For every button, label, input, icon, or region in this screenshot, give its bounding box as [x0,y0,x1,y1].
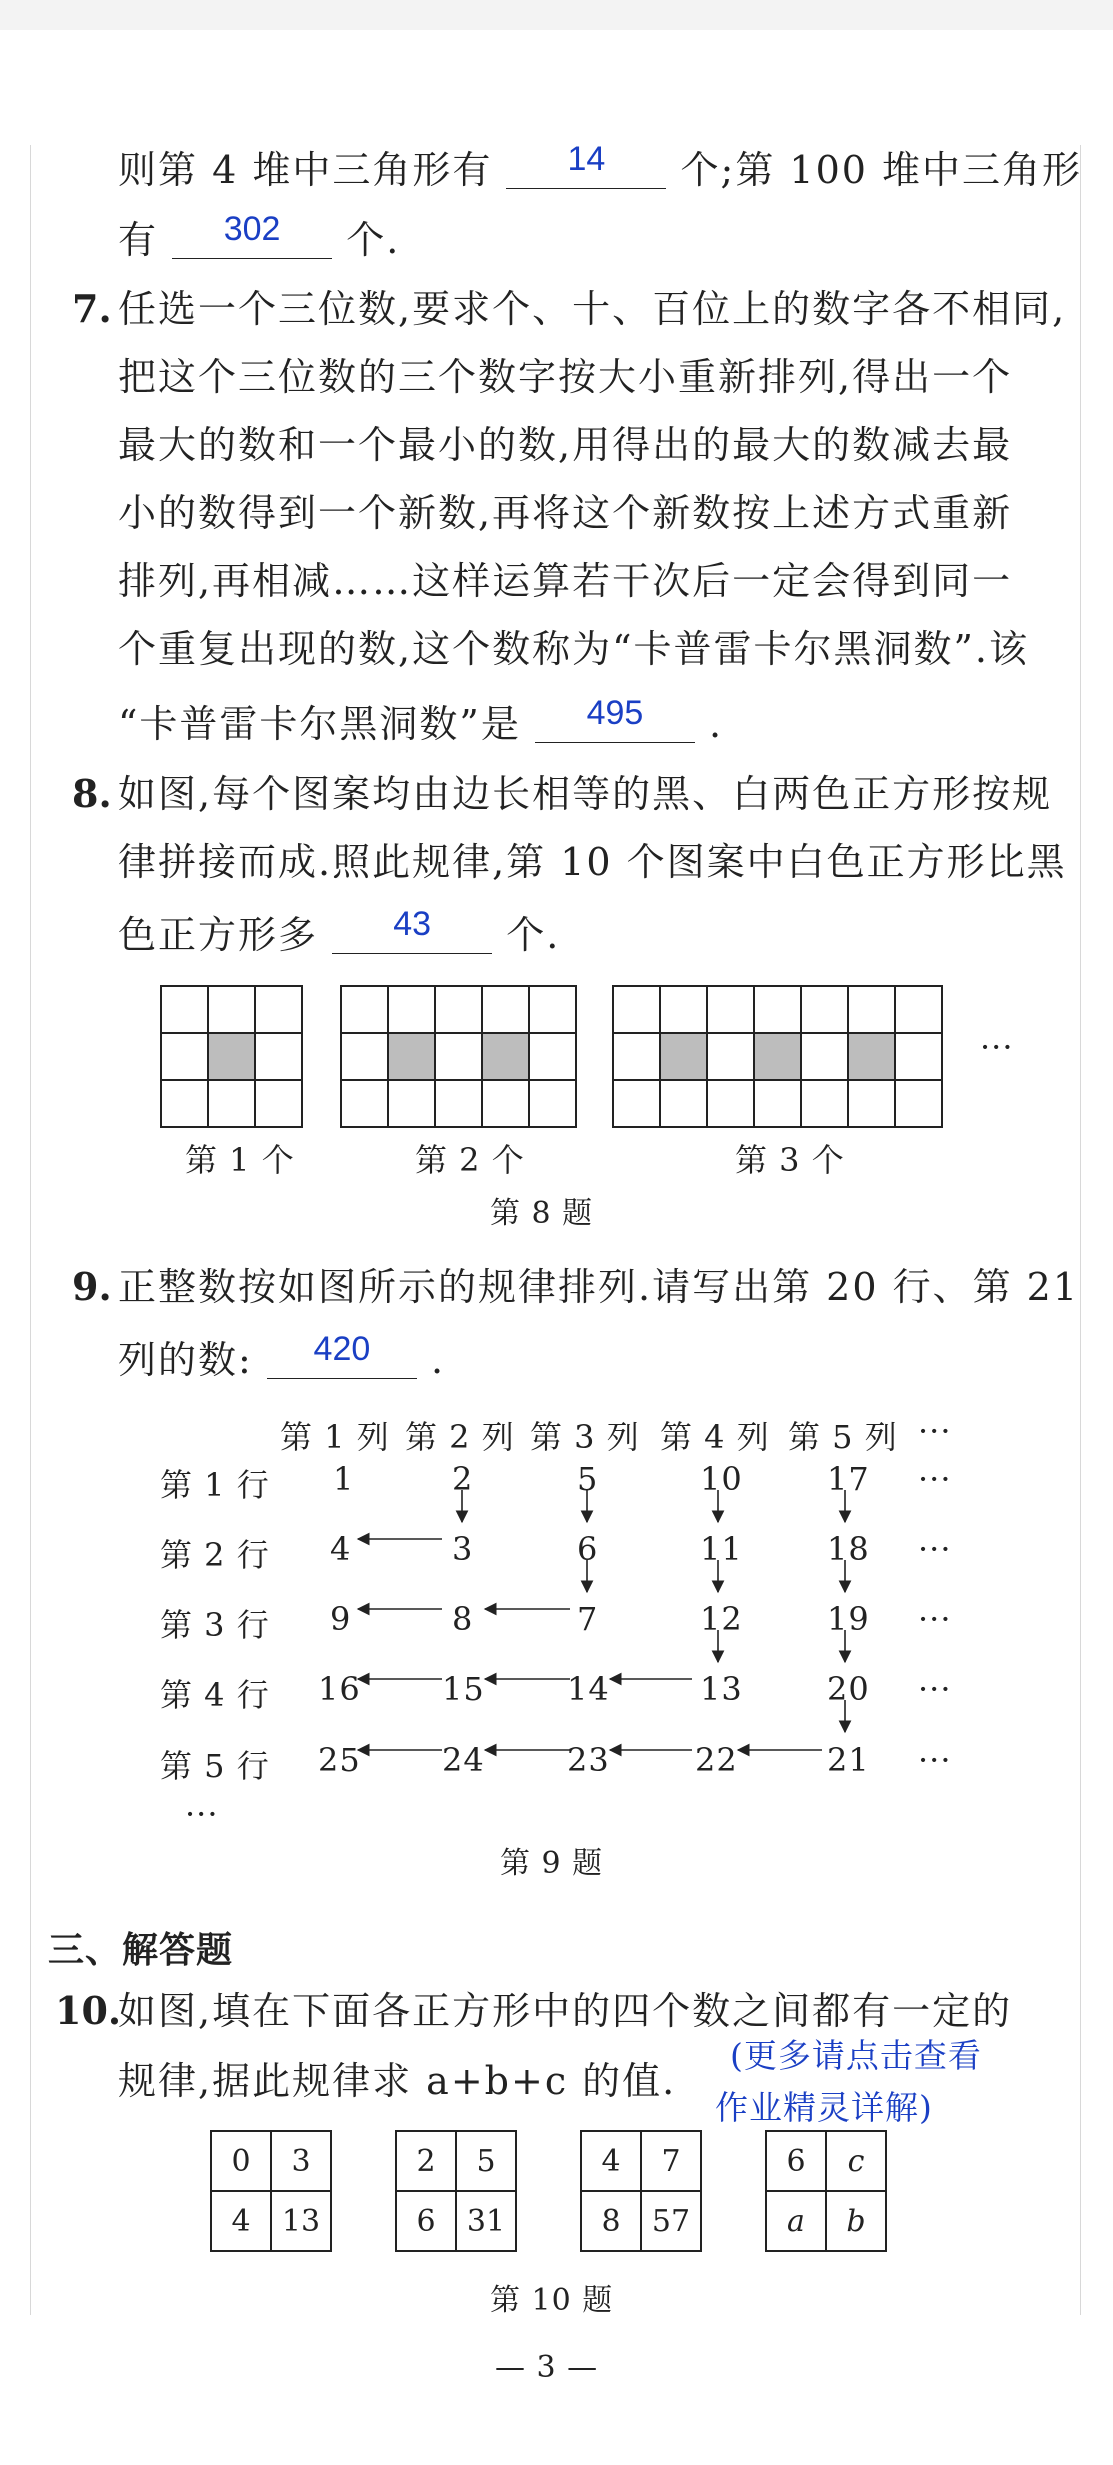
figure-caption: 第 8 题 [490,1196,594,1231]
column-header: 第 5 列 [788,1418,898,1456]
q8-line: 律拼接而成.照此规律,第 10 个图案中白色正方形比黑 [118,840,1067,884]
answer-blank[interactable] [172,210,332,259]
grid-number: 19 [827,1600,870,1638]
left-margin-line [30,145,31,2315]
figure-label-3: 第 3 个 [735,1141,845,1179]
q7-line: 小的数得到一个新数,再将这个新数按上述方式重新 [118,491,1013,535]
grid-number: 10 [700,1460,743,1498]
column-header: 第 1 列 [280,1418,390,1456]
section-heading: 三、解答题 [48,1930,234,1971]
q8-line: 如图,每个图案均由边长相等的黑、白两色正方形按规 [118,772,1053,816]
grid-number: 21 [827,1741,870,1779]
answer-blank[interactable] [332,905,492,954]
right-margin-line [1080,145,1081,2315]
square-cell: 2 [396,2131,456,2191]
q6-text: 个. [346,218,401,262]
column-header: ··· [918,1412,952,1450]
grid-number: 12 [700,1600,743,1638]
grid-number: ··· [918,1741,952,1779]
grid-number: 18 [827,1530,870,1568]
answer-blank[interactable] [506,140,666,189]
square-cell: 0 [211,2131,271,2191]
page-number: — 3 — [495,2350,599,2385]
q8-text: 色正方形多 [118,913,319,957]
q6-line1 [118,140,1083,192]
q9-line: 正整数按如图所示的规律排列.请写出第 20 行、第 21 [118,1265,1080,1309]
more-rows-ellipsis: ··· [185,1795,219,1833]
grid-number: 9 [330,1600,352,1638]
q6-text: 个;第 100 堆中三角形 [680,148,1083,192]
grid-number: 4 [330,1530,352,1568]
figure-label-2: 第 2 个 [415,1141,525,1179]
q7-line: 任选一个三位数,要求个、十、百位上的数字各不相同, [118,287,1067,331]
q9-text: . [431,1338,446,1382]
pattern-figure-1 [160,985,303,1128]
row-header: 第 2 行 [160,1536,270,1574]
grid-number: 16 [318,1670,361,1708]
column-header: 第 4 列 [660,1418,770,1456]
column-header: 第 2 列 [405,1418,515,1456]
square-cell: b [826,2191,886,2251]
q9-number: 9. [72,1264,112,1309]
q6-line2 [118,210,401,262]
grid-number: 20 [827,1670,870,1708]
square-cell: 3 [271,2131,331,2191]
grid-number: ··· [918,1600,952,1638]
figure-label-1: 第 1 个 [185,1141,295,1179]
q9-last-line [118,1330,446,1382]
grid-number: ··· [918,1460,952,1498]
q6-text: 有 [118,218,159,262]
q8-last-line [118,905,561,957]
pattern-figure-3 [612,985,943,1128]
grid-number: 8 [452,1600,474,1638]
grid-number: 22 [695,1741,738,1779]
more-details-link[interactable]: (更多请点击查看 [730,2036,982,2075]
answer-text: 14 [567,140,606,178]
square-cell: 13 [271,2191,331,2251]
row-header: 第 1 行 [160,1466,270,1504]
square-cell: 57 [641,2191,701,2251]
square-cell: 6 [396,2191,456,2251]
number-square-1 [210,2130,332,2252]
q9-text: 列的数: [118,1338,253,1382]
grid-number: 1 [333,1460,355,1498]
grid-number: 11 [700,1530,743,1568]
row-header: 第 3 行 [160,1606,270,1644]
q6-text: 则第 4 堆中三角形有 [118,148,493,192]
q10-line: 规律,据此规律求 a+b+c 的值. [118,2059,677,2103]
grid-number: 23 [567,1741,610,1779]
more-details-link[interactable]: 作业精灵详解) [715,2088,933,2127]
row-header: 第 4 行 [160,1676,270,1714]
top-band [0,0,1113,30]
grid-number: 15 [442,1670,485,1708]
q10-number: 10. [55,1988,122,2033]
q7-text: . [709,702,724,746]
q8-text: 个. [506,913,561,957]
grid-number: 2 [452,1460,474,1498]
grid-number: 24 [442,1741,485,1779]
number-square-4 [765,2130,887,2252]
square-cell: 5 [456,2131,516,2191]
more-figures-ellipsis: ··· [980,1028,1014,1066]
square-cell: c [826,2131,886,2191]
square-cell: 4 [211,2191,271,2251]
answer-text: 495 [586,694,644,732]
grid-number: 17 [827,1460,870,1498]
number-square-2 [395,2130,517,2252]
q7-line: 个重复出现的数,这个数称为“卡普雷卡尔黑洞数”.该 [118,627,1030,671]
q7-line: 排列,再相减……这样运算若干次后一定会得到同一 [118,559,1013,603]
grid-number: ··· [918,1530,952,1568]
square-cell: 6 [766,2131,826,2191]
square-cell: a [766,2191,826,2251]
q8-number: 8. [72,771,112,816]
square-cell: 8 [581,2191,641,2251]
grid-number: 7 [577,1600,599,1638]
figure-caption: 第 10 题 [490,2283,614,2318]
figure-caption: 第 9 题 [500,1846,604,1881]
grid-number: 13 [700,1670,743,1708]
q7-number: 7. [72,286,112,331]
answer-blank[interactable] [535,694,695,743]
number-square-3 [580,2130,702,2252]
grid-number: 5 [577,1460,599,1498]
answer-text: 43 [393,905,432,943]
answer-blank[interactable] [267,1330,417,1379]
answer-text: 420 [313,1330,371,1368]
grid-number: 6 [577,1530,599,1568]
q7-line: 把这个三位数的三个数字按大小重新排列,得出一个 [118,355,1013,399]
q10-line: 如图,填在下面各正方形中的四个数之间都有一定的 [118,1989,1013,2033]
grid-number: ··· [918,1670,952,1708]
column-header: 第 3 列 [530,1418,640,1456]
grid-number: 25 [318,1741,361,1779]
square-cell: 4 [581,2131,641,2191]
answer-text: 302 [223,210,281,248]
square-cell: 7 [641,2131,701,2191]
grid-number: 3 [452,1530,474,1568]
square-cell: 31 [456,2191,516,2251]
q7-text: “卡普雷卡尔黑洞数”是 [118,702,521,746]
row-header: 第 5 行 [160,1747,270,1785]
grid-number: 14 [567,1670,610,1708]
q7-last-line [118,694,724,746]
q7-line: 最大的数和一个最小的数,用得出的最大的数减去最 [118,423,1013,467]
pattern-figure-2 [340,985,577,1128]
